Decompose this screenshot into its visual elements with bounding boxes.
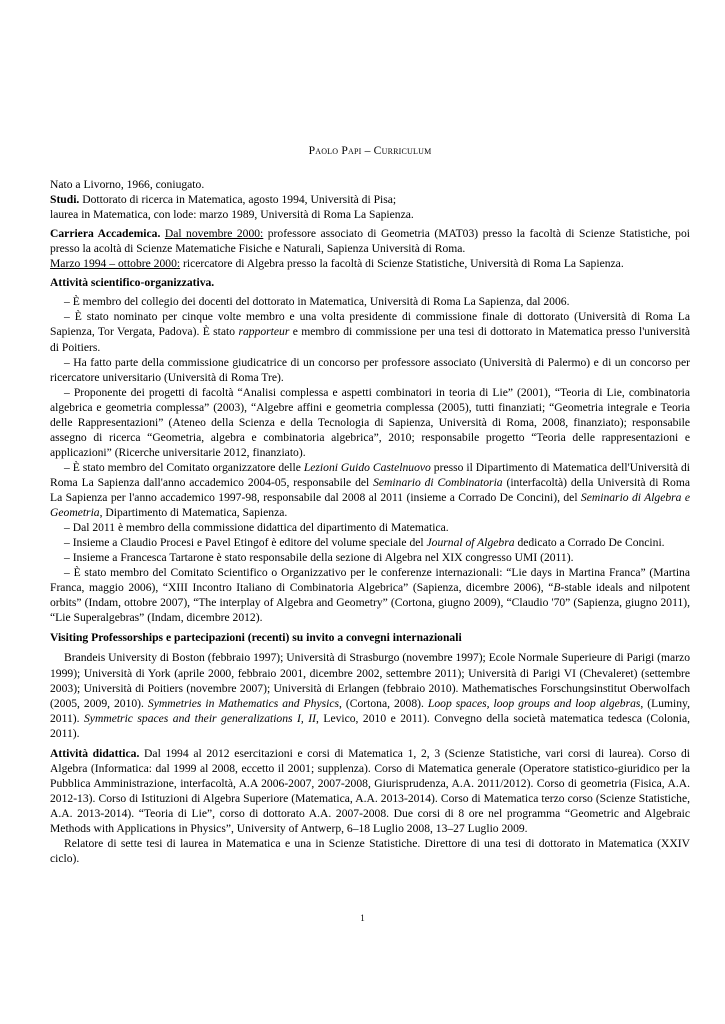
attivita-item-5-em-1: Lezioni Guido Castelnuovo [303,460,431,474]
visiting-text-d: , Levico, 2010 e 2011). Convegno della società matematica tedesca (Colonia, 2011). [50,711,690,740]
attivita-item-4: – Proponente dei progetti di facoltà “Analisi complessa e aspetti combinatori in teoria di Lie” (2001), “Teoria di Lie, combinatoria algebrica e geometria complessa” (2003), “Algebre affini e geometria complessa (2005), tutti finanziati; “Geometria integrale e Teoria delle Rappresentazioni” (Ateneo della Scienza e della Tecnologia di Sapienza, Università di Roma, 2008, finanziato); responsabile assegno di ricerca “Geometria, algebra e combinatoria algebrica”, 2010; responsabile progetto “Teoria delle rappresentazioni e applicazioni” (Ricerche universitarie 2012, finanziato). [50,385,690,459]
attivita-item-3: – Ha fatto parte della commissione giudicatrice di un concorso per professore associato (Università di Palermo) e di un concorso per ricercatore universitario (Università di Roma Tre). [50,355,690,384]
attivita-item-5 [50,460,690,520]
attivita-item-1: – È membro del collegio dei docenti del dottorato in Matematica, Università di Roma La Sapienza, dal 2006. [64,295,570,309]
studi-heading: Studi. [50,193,80,207]
visiting-heading: Visiting Professorships e partecipazioni (recenti) su invito a convegni internazionali [50,631,462,645]
attivita-item-7-text-a: – Insieme a Claudio Procesi e Pavel Etingof è editore del volume speciale del [64,536,427,550]
carriera-text-1: professore associato di Geometria (MAT03) presso la facoltà di Scienze Statistiche, poi presso la acoltà di Scienze Matematiche Fisiche e Naturali, Sapienza Università di Roma. [50,227,690,256]
attivita-item-2 [50,309,690,354]
studi-text-2: laurea in Matematica, con lode: marzo 1989, Università di Roma La Sapienza. [50,208,414,222]
carriera-date-1: Dal novembre 2000: [164,227,264,241]
visiting-em-3: Symmetric spaces and their generalizations I, II [84,711,316,725]
attivita-item-5-text-b: presso il Dipartimento di Matematica dell'Università di Roma La Sapienza dall'anno accademico 2004-05, responsabile del [50,460,690,489]
studi-paragraph [50,192,690,222]
studi-text: Dottorato di ricerca in Matematica, agosto 1994, Università di Pisa; [79,193,397,207]
attivita-item-2-text: – È stato nominato per cinque volte membro e una volta presidente di commissione finale di dottorato (Università di Roma La Sapienza, Tor Vergata, Padova). È stato [50,310,690,339]
didattica-text: Dal 1994 al 2012 esercitazioni e corsi di Matematica 1, 2, 3 (Scienze Statistiche, vari corsi di laurea). Corso di Algebra (Informatica: dal 1999 al 2008, eccetto il 2001; supplenza). Corso di Matematica generale (Operatore statistico-giuridico per la Pubblica Amministrazione, interfacoltà, A.A 2006-2007, 2007-2008, Giurisprudenza, A.A. 2011/2012). Corso di geometria (Fisica, A.A. 2012-13). Corso di Istituzioni di Algebra Superiore (Matematica, A.A. 2013-2014). Corso di Matematica terzo corso (Scienze Statistiche, A.A. 2013-2014). “Teoria di Lie”, corso di dottorato A.A. 2007-2008. Due corsi di 8 ore nel programma “Geometric and Algebraic Methods with Applications in Physics”, University of Antwerp, 6–18 Luglio 2008, 13–27 Luglio 2009. [50,746,690,835]
visiting-em-1: Symmetries in Mathematics and Physics [147,696,339,710]
visiting-em-2: Loop spaces, loop groups and loop algebras [427,696,641,710]
carriera-paragraph [50,226,690,271]
visiting-text-c: , (Luminy, 2011). [50,696,691,725]
attivita-item-6: – Dal 2011 è membro della commissione didattica del dipartimento di Matematica. [64,521,449,535]
attivita-item-7-text-b: dedicato a Corrado De Concini. [514,536,665,550]
attivita-heading: Attività scientifico-organizzativa. [50,276,215,290]
didattica-paragraph [50,746,690,836]
attivita-item-5-text-a: – È stato membro del Comitato organizzatore delle [64,460,304,474]
carriera-date-2: Marzo 1994 – ottobre 2000: [50,257,181,271]
attivita-item-2-text-b: e membro di commissione per una tesi di dottorato in Matematica presso l'università di Poitiers. [50,325,691,354]
intro-line: Nato a Livorno, 1966, coniugato. [50,178,205,192]
didattica-paragraph-2: Relatore di sette tesi di laurea in Matematica e una in Scienze Statistiche. Direttore di una tesi di dottorato in Matematica (XXIV ciclo). [50,837,690,866]
attivita-item-5-text-c: (interfacoltà) della Università di Roma La Sapienza per l'anno accademico 1997-98, responsabile dal 2008 al 2011 (insieme a Corrado De Concini), del [50,475,690,504]
carriera-text-2: ricercatore di Algebra presso la facoltà di Scienze Statistiche, Università di Roma La Sapienza. [180,257,624,271]
visiting-paragraph [50,650,690,740]
attivita-item-2-em: rapporteur [238,325,290,339]
visiting-text-a: Brandeis University di Boston (febbraio 1997); Università di Strasburgo (novembre 1997); Ecole Normale Superieure di Parigi (marzo 1999); Università di York (aprile 2000, febbraio 2001, dicembre 2002, settembre 2011); Università di Parigi VI (Chevaleret) (settembre 2003); Università di Poitiers (novembre 2007); Università di Erlangen (febbraio 2010). Mathematisches Forschungsinstitut Oberwolfach (2005, 2009, 2010). [50,651,690,710]
attivita-item-5-em-2: Seminario di Combinatoria [373,475,503,489]
attivita-item-7 [50,535,690,550]
attivita-item-5-text-d: , Dipartimento di Matematica, Sapienza. [99,506,288,520]
attivita-item-8: – Insieme a Francesca Tartarone è stato responsabile della sezione di Algebra nel XIX congresso UMI (2011). [64,551,574,565]
attivita-item-5-em-3: Seminario di Algebra e Geometria [50,490,690,520]
visiting-text-b: , (Cortona, 2008). [339,696,428,710]
attivita-item-9 [50,565,690,625]
carriera-heading: Carriera Accademica. [50,227,161,241]
page-title: Paolo Papi – Curriculum [308,144,432,157]
attivita-item-9-text-a: – È stato membro del Comitato Scientifico o Organizzativo per le conferenze internazionali: “Lie days in Martina Franca” (Martina Franca, maggio 2006), “XIII Incontro Italiano di Combinatoria Algebrica” (Sapienza, dicembre 2006), “ [50,566,690,595]
didattica-heading: Attività didattica. [50,746,140,760]
page-number: 1 [360,913,365,923]
attivita-item-9-text-b: -stable ideals and nilpotent orbits” (Indam, ottobre 2007), “The interplay of Algebra and Geometry” (Cortona, giugno 2009), “Claudio '70” (Sapienza, giugno 2011), “Lie Superalgebras” (Indam, dicembre 2012). [50,581,691,625]
attivita-item-9-em: B [553,581,561,595]
attivita-item-7-em: Journal of Algebra [426,536,515,550]
cv-page [50,143,690,866]
